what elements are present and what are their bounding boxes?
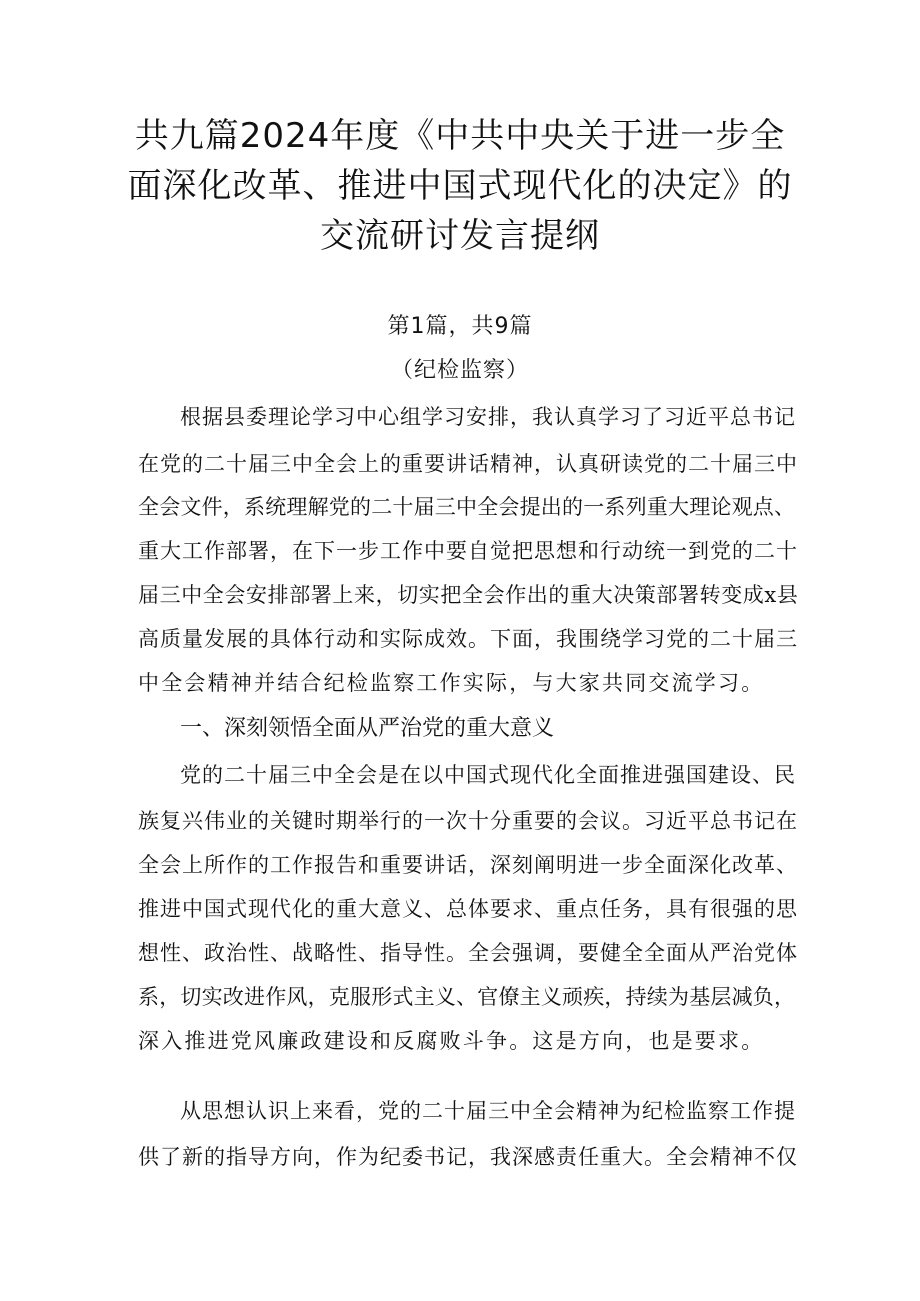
paragraph-1-line-6: 高质量发展的具体行动和实际成效。下面，我围绕学习党的二十届三 bbox=[138, 627, 798, 651]
document-title-line-1: 共九篇2024年度《中共中央关于进一步全 bbox=[134, 116, 786, 156]
paragraph-1-line-5: 届三中全会安排部署上来，切实把全会作出的重大决策部署转变成x县 bbox=[138, 583, 799, 607]
paragraph-1-line-4: 重大工作部署，在下一步工作中要自觉把思想和行动统一到党的二十 bbox=[138, 539, 798, 563]
paragraph-1-line-3: 全会文件，系统理解党的二十届三中全会提出的一系列重大理论观点、 bbox=[138, 495, 796, 519]
paragraph-1-line-2: 在党的二十届三中全会上的重要讲话精神，认真研读党的二十届三中 bbox=[138, 452, 798, 476]
paragraph-2-line-2: 族复兴伟业的关键时期举行的一次十分重要的会议。习近平总书记在 bbox=[138, 809, 798, 833]
document-title-line-3: 交流研讨发言提纲 bbox=[320, 216, 600, 256]
paragraph-3-line-1: 从思想认识上来看，党的二十届三中全会精神为纪检监察工作提 bbox=[180, 1099, 796, 1123]
department-label: （纪检监察） bbox=[390, 358, 529, 383]
paragraph-2-line-3: 全会上所作的工作报告和重要讲话，深刻阐明进一步全面深化改革、 bbox=[138, 853, 798, 877]
section-heading-1: 一、深刻领悟全面从严治党的重大意义 bbox=[180, 716, 555, 741]
paragraph-2-line-6: 系，切实改进作风，克服形式主义、官僚主义顽疾，持续为基层减负， bbox=[138, 985, 796, 1009]
paragraph-1-line-7: 中全会精神并结合纪检监察工作实际，与大家共同交流学习。 bbox=[138, 671, 765, 695]
paragraph-2-line-4: 推进中国式现代化的重大意义、总体要求、重点任务，具有很强的思 bbox=[138, 897, 798, 921]
paragraph-2-line-1: 党的二十届三中全会是在以中国式现代化全面推进强国建设、民 bbox=[180, 763, 796, 787]
document-title-line-2: 面深化改革、推进中国式现代化的决定》的 bbox=[127, 166, 793, 206]
part-label: 第1篇，共9篇 bbox=[387, 314, 533, 339]
paragraph-2-line-7: 深入推进党风廉政建设和反腐败斗争。这是方向，也是要求。 bbox=[138, 1029, 765, 1053]
paragraph-1-line-1: 根据县委理论学习中心组学习安排，我认真学习了习近平总书记 bbox=[180, 405, 796, 429]
paragraph-3-line-2: 供了新的指导方向，作为纪委书记，我深感责任重大。全会精神不仅 bbox=[138, 1145, 798, 1169]
paragraph-2-line-5: 想性、政治性、战略性、指导性。全会强调，要健全全面从严治党体 bbox=[138, 941, 798, 965]
